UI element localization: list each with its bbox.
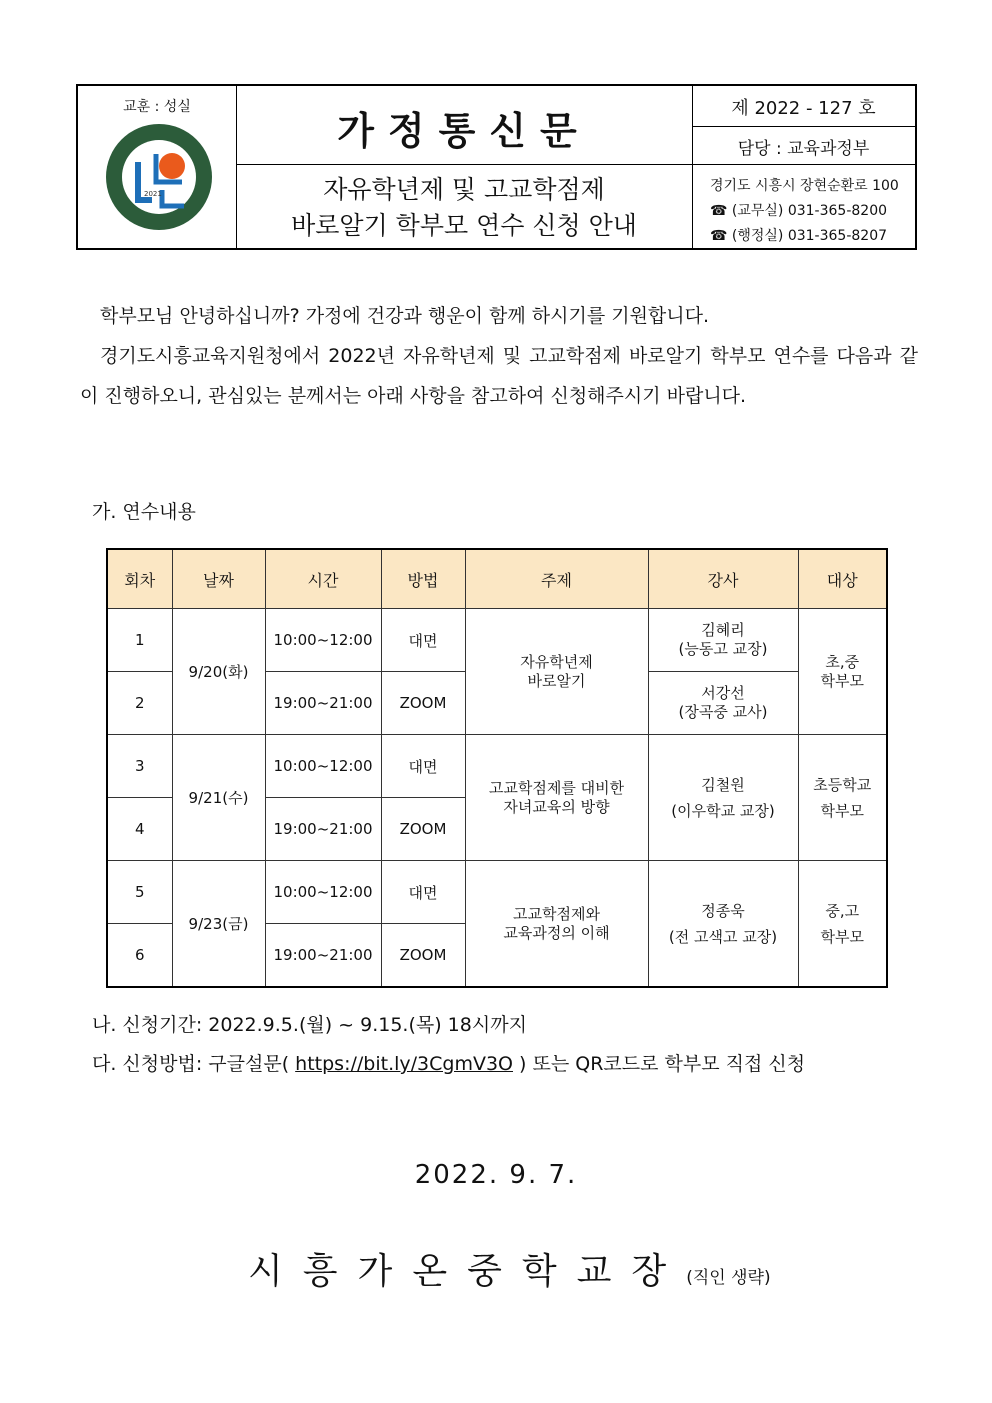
school-motto: 교훈 : 성실 [123, 99, 191, 115]
table-row: 3 9/21(수) 10:00~12:00 대면 고교학점제를 대비한 자녀교육의 방향 김철원 (이우학교 교장) 초등학교 학부모 [107, 735, 887, 798]
document-subtitle: 자유학년제 및 고교학점제 바로알기 학부모 연수 신청 안내 [291, 175, 637, 240]
table-row: 5 9/23(금) 10:00~12:00 대면 고교학점제와 교육과정의 이해 정종욱 (전 고색고 교장) 중,고 학부모 [107, 861, 887, 924]
topic-cell: 고교학점제를 대비한 자녀교육의 방향 [465, 735, 648, 861]
section-c-method: 다. 신청방법: 구글설문( https://bit.ly/3CgmV3O ) 또는 QR코드로 학부모 직접 신청 [92, 1053, 806, 1075]
target-cell: 중,고 학부모 [798, 861, 887, 988]
table-header-row [107, 549, 887, 609]
lecturer-cell: 김철원 (이우학교 교장) [648, 735, 798, 861]
department-in-charge: 담당 : 교육과정부 [737, 139, 870, 159]
table-row: 2 19:00~21:00 ZOOM 서강선 (장곡중 교사) [107, 672, 887, 735]
svg-text:2021: 2021 [144, 190, 162, 198]
date-cell: 9/23(금) [172, 861, 265, 988]
table-row: 4 19:00~21:00 ZOOM [107, 798, 887, 861]
intro-text: 경기도시흥교육지원청에서 2022년 자유학년제 및 고교학점제 바로알기 학부모 연수를 다음과 같이 진행하오니, 관심있는 분께서는 아래 사항을 참고하여 신청해주시기 바랍니다. [80, 345, 918, 407]
date-cell: 9/21(수) [172, 735, 265, 861]
section-b-period: 나. 신청기간: 2022.9.5.(월) ~ 9.15.(목) 18시까지 [92, 1014, 527, 1036]
topic-cell: 고교학점제와 교육과정의 이해 [465, 861, 648, 988]
survey-link[interactable]: https://bit.ly/3CgmV3O [295, 1053, 513, 1075]
lecturer-cell: 정종욱 (전 고색고 교장) [648, 861, 798, 988]
table-row: 1 9/20(화) 10:00~12:00 대면 자유학년제 바로알기 김혜리 (능동고 교장) 초,중 학부모 [107, 609, 887, 672]
header-round: 회차 [107, 549, 172, 609]
target-cell: 초,중 학부모 [798, 609, 887, 735]
lecturer-cell: 서강선 (장곡중 교사) [648, 672, 798, 735]
greeting-text: 학부모님 안녕하십니까? 가정에 건강과 행운이 함께 하시기를 기원합니다. [100, 305, 710, 327]
topic-cell: 자유학년제 바로알기 [465, 609, 648, 735]
date-cell: 9/20(화) [172, 609, 265, 735]
phone-admin: ☎ (행정실) 031-365-8207 [710, 228, 888, 244]
document-title: 가정통신문 [337, 109, 591, 153]
issue-number: 제 2022 - 127 호 [731, 98, 876, 119]
header-target: 대상 [798, 549, 887, 609]
school-logo [104, 122, 214, 232]
header-lecturer: 강사 [648, 549, 798, 609]
address: 경기도 시흥시 장현순환로 100 [710, 178, 899, 194]
target-cell: 초등학교 학부모 [798, 735, 887, 861]
lecturer-cell: 김혜리 (능동고 교장) [648, 609, 798, 672]
header-time: 시간 [265, 549, 381, 609]
principal-signature: 시흥가온중학교장(직인 생략) [248, 1251, 771, 1292]
header-method: 방법 [381, 549, 465, 609]
training-schedule-table [106, 548, 888, 988]
header-date: 날짜 [172, 549, 265, 609]
phone-office: ☎ (교무실) 031-365-8200 [710, 203, 888, 219]
table-row: 6 19:00~21:00 ZOOM [107, 924, 887, 988]
issue-date: 2022. 9. 7. [414, 1160, 578, 1190]
header-box [76, 84, 917, 250]
section-a-heading: 가. 연수내용 [92, 501, 196, 523]
school-contact [692, 174, 915, 249]
header-topic: 주제 [465, 549, 648, 609]
